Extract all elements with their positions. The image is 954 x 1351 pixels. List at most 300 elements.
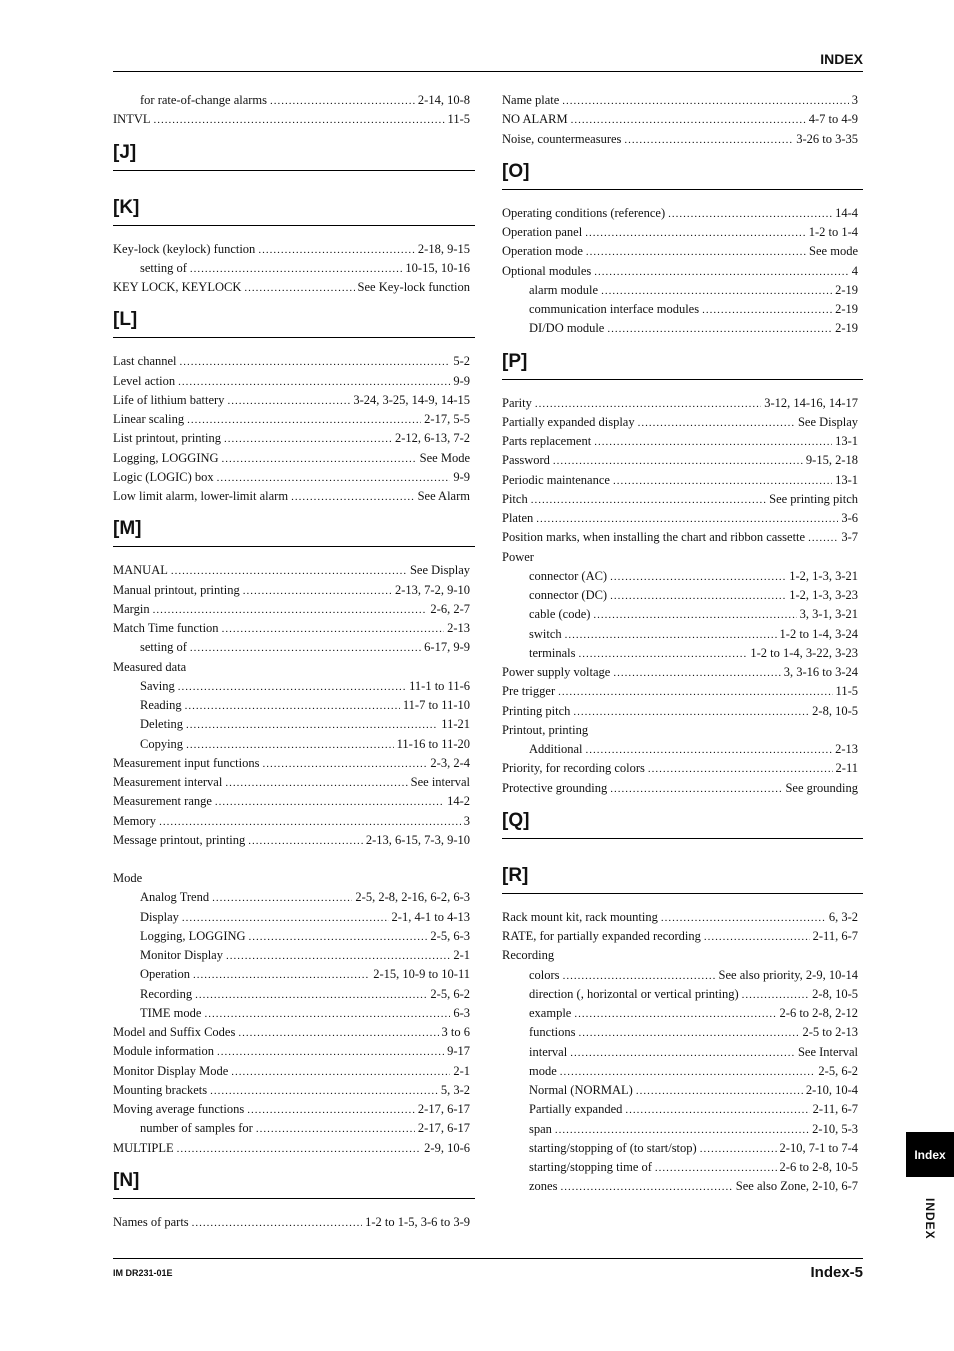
entry-term: for rate-of-change alarms <box>140 93 268 107</box>
index-subentry <box>502 987 863 1006</box>
leader-dots <box>185 700 400 712</box>
entry-term: Linear scaling <box>113 412 185 426</box>
leader-dots <box>594 266 849 278</box>
entry-pages: 3-24, 3-25, 14-9, 14-15 <box>353 392 470 407</box>
entry-pages: 9-17 <box>447 1044 470 1059</box>
entry-pages: 2-10, 7-1 to 7-4 <box>779 1140 858 1155</box>
leader-dots <box>224 433 392 445</box>
index-entry <box>502 415 863 434</box>
entry-pages: 9-9 <box>453 469 470 484</box>
entry-pages: 2-5, 2-8, 2-16, 6-2, 6-3 <box>355 890 470 905</box>
index-entry <box>113 1141 475 1160</box>
section-heading: [O] <box>502 160 530 182</box>
leader-dots <box>227 395 350 407</box>
leader-dots <box>212 892 352 904</box>
entry-pages: 10-15, 10-16 <box>405 260 470 275</box>
leader-dots <box>563 970 716 982</box>
entry-term: Model and Suffix Codes <box>113 1025 236 1039</box>
entry-term: Copying <box>140 736 184 751</box>
leader-dots <box>607 323 832 335</box>
entry-term: Display <box>140 909 179 924</box>
entry-pages: 3-6 <box>841 511 858 525</box>
side-label: INDEX <box>923 1198 937 1240</box>
leader-dots <box>573 706 809 718</box>
index-entry <box>113 412 475 431</box>
index-subentry <box>502 321 863 340</box>
entry-term: direction (, horizontal or vertical printing) <box>529 986 739 1001</box>
index-subentry <box>113 910 475 929</box>
index-subentry <box>113 890 475 909</box>
leader-dots <box>270 95 415 107</box>
entry-pages: See Display <box>797 414 858 429</box>
entry-term: Priority, for recording colors <box>502 761 645 776</box>
leader-dots <box>180 356 451 368</box>
leader-dots <box>655 1162 777 1174</box>
leader-dots <box>291 491 415 503</box>
index-subentry <box>113 698 475 717</box>
leader-dots <box>231 1066 450 1078</box>
entry-term: Life of lithium battery <box>113 392 225 407</box>
index-entry <box>113 660 475 679</box>
entry-pages: 2-13 <box>835 742 858 756</box>
section-heading: [L] <box>113 309 138 331</box>
entry-term: Operation mode <box>502 244 583 259</box>
entry-pages: 1-2 to 1-4, 3-22, 3-23 <box>750 645 858 660</box>
page-number: Index-5 <box>810 1264 863 1281</box>
leader-dots <box>153 604 428 616</box>
entry-term: Operation panel <box>502 225 583 239</box>
index-subentry <box>502 1006 863 1025</box>
entry-pages: See Mode <box>419 450 470 465</box>
entry-term: Pre trigger <box>502 684 556 699</box>
entry-pages: 13-1 <box>835 472 858 487</box>
leader-dots <box>610 590 786 602</box>
leader-dots <box>195 989 427 1001</box>
entry-term: setting of <box>140 640 187 655</box>
index-subentry <box>113 679 475 698</box>
entry-pages: 2-13, 6-15, 7-3, 9-10 <box>365 832 470 847</box>
entry-term: MANUAL <box>113 563 168 578</box>
entry-term: cable (code) <box>529 607 591 622</box>
index-subentry <box>113 948 475 967</box>
entry-term: Partially expanded display <box>502 414 635 429</box>
entry-term: setting of <box>140 260 187 275</box>
index-subentry <box>502 627 863 646</box>
index-entry <box>113 602 475 621</box>
leader-dots <box>625 1104 809 1116</box>
entry-term: Pitch <box>502 491 528 506</box>
entry-term: Operation <box>140 967 190 982</box>
section-rule <box>113 1198 475 1199</box>
index-entry <box>113 280 475 299</box>
entry-pages: 1-2 to 1-5, 3-6 to 3-9 <box>365 1214 470 1229</box>
leader-dots <box>638 417 795 429</box>
index-entry <box>113 1044 475 1063</box>
entry-pages: 2-10, 5-3 <box>812 1121 858 1136</box>
leader-dots <box>247 1104 415 1116</box>
index-entry <box>113 1064 475 1083</box>
index-subentry <box>502 1025 863 1044</box>
index-entry <box>502 684 863 703</box>
entry-term: Partially expanded <box>529 1102 623 1117</box>
section-heading: [J] <box>113 141 137 163</box>
section-heading: [K] <box>113 196 140 218</box>
index-subentry <box>113 929 475 948</box>
entry-pages: 2-5 to 2-13 <box>802 1025 858 1040</box>
entry-pages: 6-17, 9-9 <box>424 640 470 655</box>
section-heading: [Q] <box>502 809 530 831</box>
index-entry <box>113 354 475 373</box>
entry-term: communication interface modules <box>529 302 700 316</box>
entry-term: Recording <box>140 986 193 1001</box>
entry-term: span <box>529 1121 552 1136</box>
section-rule <box>113 546 475 547</box>
entry-pages: 3 <box>851 93 858 107</box>
leader-dots <box>579 1027 800 1039</box>
index-subentry <box>113 261 475 280</box>
entry-term: Monitor Display <box>140 948 223 962</box>
index-entry <box>502 511 863 530</box>
entry-term: switch <box>529 626 562 641</box>
leader-dots <box>560 1066 816 1078</box>
entry-pages: 2-19 <box>835 302 858 316</box>
entry-term: Periodic maintenance <box>502 472 610 487</box>
index-entry <box>113 833 475 852</box>
leader-dots <box>700 1143 777 1155</box>
entry-pages: 2-5, 6-3 <box>430 928 470 943</box>
entry-pages: 2-6 to 2-8, 2-12 <box>779 1006 858 1020</box>
entry-term: alarm module <box>529 282 599 297</box>
index-subentry <box>502 1045 863 1064</box>
entry-pages: 1-2 to 1-4, 3-24 <box>779 626 858 641</box>
index-subentry <box>502 302 863 321</box>
index-subentry <box>502 1179 863 1198</box>
entry-pages: 9-9 <box>453 373 470 388</box>
entry-term: Margin <box>113 601 150 616</box>
entry-pages: 2-5, 6-2 <box>818 1063 858 1078</box>
entry-pages: 2-8, 10-5 <box>812 986 858 1001</box>
entry-pages: 2-15, 10-9 to 10-11 <box>373 967 470 982</box>
index-subentry <box>113 967 475 986</box>
entry-term: connector (AC) <box>529 568 608 583</box>
entry-pages: 6, 3-2 <box>828 909 858 924</box>
leader-dots <box>562 95 848 107</box>
index-entry <box>502 112 863 131</box>
leader-dots <box>210 1085 438 1097</box>
leader-dots <box>244 282 354 294</box>
leader-dots <box>585 744 832 756</box>
entry-term: Printing pitch <box>502 703 571 718</box>
index-subentry <box>113 640 475 659</box>
entry-pages: 2-9, 10-6 <box>424 1140 470 1155</box>
leader-dots <box>742 989 810 1001</box>
index-entry <box>502 132 863 151</box>
leader-dots <box>186 719 438 731</box>
index-entry <box>502 665 863 684</box>
index-subentry <box>502 569 863 588</box>
entry-term: Analog Trend <box>140 890 210 905</box>
entry-term: Level action <box>113 373 176 388</box>
entry-pages: 2-1, 4-1 to 4-13 <box>391 909 470 924</box>
entry-term: Manual printout, printing <box>113 582 240 597</box>
entry-term: TIME mode <box>140 1005 202 1020</box>
entry-term: Saving <box>140 678 175 693</box>
entry-term: starting/stopping time of <box>529 1160 652 1174</box>
section-rule <box>502 379 863 380</box>
entry-term: Measurement interval <box>113 775 223 789</box>
entry-pages: 3-7 <box>841 530 858 545</box>
index-entry <box>113 489 475 508</box>
entry-pages: 2-11 <box>835 761 858 776</box>
entry-pages: See Interval <box>797 1044 858 1059</box>
entry-pages: See mode <box>809 244 858 259</box>
index-subentry <box>502 742 863 761</box>
entry-pages: 3 to 6 <box>441 1025 470 1039</box>
entry-term: Match Time function <box>113 621 219 635</box>
entry-pages: 2-6 to 2-8, 10-5 <box>779 1160 858 1174</box>
leader-dots <box>249 931 428 943</box>
index-entry <box>502 206 863 225</box>
entry-pages: 2-3, 2-4 <box>430 755 470 770</box>
entry-term: Reading <box>140 698 182 712</box>
entry-term: Logging, LOGGING <box>140 928 246 943</box>
running-header: INDEX <box>820 51 863 67</box>
entry-term: Module information <box>113 1044 215 1059</box>
index-subentry <box>113 1121 475 1140</box>
leader-dots <box>808 532 838 544</box>
leader-dots <box>613 667 780 679</box>
entry-term: number of samples for <box>140 1121 253 1136</box>
entry-term: Power supply voltage <box>502 665 611 679</box>
index-subentry <box>113 93 475 112</box>
entry-pages: 2-11, 6-7 <box>812 929 858 943</box>
entry-term: starting/stopping of (to start/stop) <box>529 1140 697 1155</box>
entry-pages: 11-21 <box>441 717 470 732</box>
entry-term: Recording <box>502 948 555 963</box>
leader-dots <box>215 796 444 808</box>
index-entry <box>502 530 863 549</box>
section-rule <box>113 337 475 338</box>
leader-dots <box>560 1181 732 1193</box>
entry-pages: 5, 3-2 <box>440 1082 470 1097</box>
entry-pages: 2-14, 10-8 <box>417 93 470 107</box>
entry-pages: 3-12, 14-16, 14-17 <box>764 395 858 410</box>
index-entry <box>113 563 475 582</box>
index-subentry <box>113 987 475 1006</box>
leader-dots <box>187 414 421 426</box>
entry-term: Parts replacement <box>502 434 592 448</box>
entry-pages: See Display <box>409 563 470 578</box>
entry-term: Position marks, when installing the chart and ribbon cassette <box>502 530 806 545</box>
index-entry <box>113 1025 475 1044</box>
entry-term: Rack mount kit, rack mounting <box>502 909 658 924</box>
index-entry <box>502 910 863 929</box>
entry-term: Logging, LOGGING <box>113 450 219 465</box>
entry-pages: 5-2 <box>453 354 470 369</box>
index-entry <box>502 781 863 800</box>
index-entry <box>502 244 863 263</box>
entry-pages: 4 <box>851 263 858 278</box>
index-entry <box>113 814 475 833</box>
entry-term: mode <box>529 1063 557 1078</box>
index-subentry <box>502 1160 863 1179</box>
entry-term: Deleting <box>140 717 184 732</box>
entry-term: Memory <box>113 813 157 828</box>
leader-dots <box>585 227 806 239</box>
document-id: IM DR231-01E <box>113 1268 173 1278</box>
index-entry <box>113 794 475 813</box>
leader-dots <box>579 648 748 660</box>
entry-pages: 2-19 <box>835 282 858 297</box>
leader-dots <box>574 1008 776 1020</box>
entry-pages: 2-19 <box>835 321 858 336</box>
leader-dots <box>601 285 832 297</box>
leader-dots <box>531 494 766 506</box>
entry-pages: 2-6, 2-7 <box>430 601 470 616</box>
index-entry <box>113 583 475 602</box>
index-subentry <box>502 646 863 665</box>
leader-dots <box>204 1008 450 1020</box>
entry-pages: 2-17, 5-5 <box>424 412 470 426</box>
index-entry <box>113 756 475 775</box>
index-subentry <box>113 1006 475 1025</box>
entry-term: Password <box>502 453 550 468</box>
leader-dots <box>565 629 777 641</box>
leader-dots <box>624 134 793 146</box>
leader-dots <box>661 912 826 924</box>
leader-dots <box>182 912 389 924</box>
entry-pages: 11-16 to 11-20 <box>396 736 470 751</box>
index-entry <box>502 93 863 112</box>
header-rule <box>113 71 863 72</box>
leader-dots <box>190 642 421 654</box>
entry-term: Noise, countermeasures <box>502 131 622 146</box>
section-heading: [N] <box>113 1169 140 1191</box>
leader-dots <box>594 436 832 448</box>
entry-pages: 9-15, 2-18 <box>805 453 858 468</box>
entry-term: NO ALARM <box>502 112 568 127</box>
leader-dots <box>243 585 392 597</box>
entry-pages: 3, 3-16 to 3-24 <box>783 665 858 679</box>
entry-term: Mounting brackets <box>113 1082 208 1097</box>
entry-term: MULTIPLE <box>113 1140 174 1155</box>
entry-term: interval <box>529 1044 568 1059</box>
entry-pages: 14-4 <box>835 205 858 220</box>
index-entry <box>502 264 863 283</box>
index-column-right <box>502 93 863 1199</box>
entry-pages: 3, 3-1, 3-21 <box>799 607 858 622</box>
entry-pages: 2-8, 10-5 <box>812 703 858 718</box>
entry-term: Protective grounding <box>502 780 608 795</box>
index-entry <box>113 112 475 131</box>
entry-term: zones <box>529 1179 558 1194</box>
entry-pages: See grounding <box>785 780 858 795</box>
entry-term: colors <box>529 967 560 982</box>
leader-dots <box>535 398 761 410</box>
entry-term: KEY LOCK, KEYLOCK <box>113 280 242 294</box>
entry-pages: 6-3 <box>453 1005 470 1020</box>
index-entry <box>502 434 863 453</box>
entry-term: Name plate <box>502 93 560 107</box>
entry-term: Moving average functions <box>113 1102 245 1116</box>
entry-pages: 11-5 <box>835 684 858 699</box>
leader-dots <box>171 565 407 577</box>
entry-term: Measurement input functions <box>113 755 260 770</box>
entry-term: Mode <box>113 871 143 885</box>
entry-term: Last channel <box>113 354 177 369</box>
index-entry <box>502 761 863 780</box>
entry-pages: 11-1 to 11-6 <box>409 678 470 693</box>
leader-dots <box>702 304 832 316</box>
entry-term: Monitor Display Mode <box>113 1063 229 1078</box>
entry-pages: See interval <box>410 775 470 789</box>
leader-dots <box>571 114 806 126</box>
index-entry <box>502 550 863 569</box>
leader-dots <box>636 1085 803 1097</box>
index-entry <box>113 1083 475 1102</box>
leader-dots <box>217 1046 444 1058</box>
index-tab <box>906 1132 954 1177</box>
entry-pages: 2-13, 7-2, 9-10 <box>395 582 470 597</box>
section-rule <box>502 893 863 894</box>
entry-term: Power <box>502 549 534 564</box>
index-subentry <box>502 1102 863 1121</box>
entry-pages: See also Zone, 2-10, 6-7 <box>735 1179 858 1194</box>
entry-term: connector (DC) <box>529 588 608 602</box>
entry-pages: 2-1 <box>453 948 470 962</box>
index-entry <box>502 929 863 948</box>
entry-pages: 11-5 <box>447 112 470 127</box>
index-column-left <box>113 93 475 1234</box>
index-subentry <box>502 283 863 302</box>
entry-term: Measurement range <box>113 794 212 809</box>
entry-term: Key-lock (keylock) function <box>113 241 256 256</box>
leader-dots <box>536 513 838 525</box>
section-heading: [R] <box>502 864 529 886</box>
index-entry <box>502 492 863 511</box>
entry-term: Optional modules <box>502 263 592 278</box>
index-subentry <box>502 588 863 607</box>
leader-dots <box>248 835 363 847</box>
entry-term: Normal (NORMAL) <box>529 1083 633 1097</box>
index-entry <box>113 1215 475 1234</box>
entry-pages: 2-13 <box>447 621 470 635</box>
index-entry <box>502 473 863 492</box>
entry-term: example <box>529 1006 572 1020</box>
index-entry <box>113 470 475 489</box>
section-rule <box>502 838 863 839</box>
entry-pages: 1-2, 1-3, 3-23 <box>789 588 858 602</box>
index-subentry <box>502 1122 863 1141</box>
index-subentry <box>502 1141 863 1160</box>
index-subentry <box>113 737 475 756</box>
leader-dots <box>256 1123 415 1135</box>
entry-term: Names of parts <box>113 1214 189 1229</box>
entry-pages: 11-7 to 11-10 <box>402 698 470 712</box>
leader-dots <box>177 1143 422 1155</box>
entry-pages: 13-1 <box>835 434 858 448</box>
entry-pages: 1-2, 1-3, 3-21 <box>789 568 858 583</box>
index-entry <box>113 431 475 450</box>
index-entry <box>502 453 863 472</box>
index-subentry <box>502 607 863 626</box>
entry-pages: See Key-lock function <box>357 280 470 294</box>
entry-pages: 2-11, 6-7 <box>812 1102 858 1117</box>
leader-dots <box>570 1047 795 1059</box>
leader-dots <box>186 739 394 751</box>
section-rule <box>113 225 475 226</box>
index-entry <box>502 225 863 244</box>
